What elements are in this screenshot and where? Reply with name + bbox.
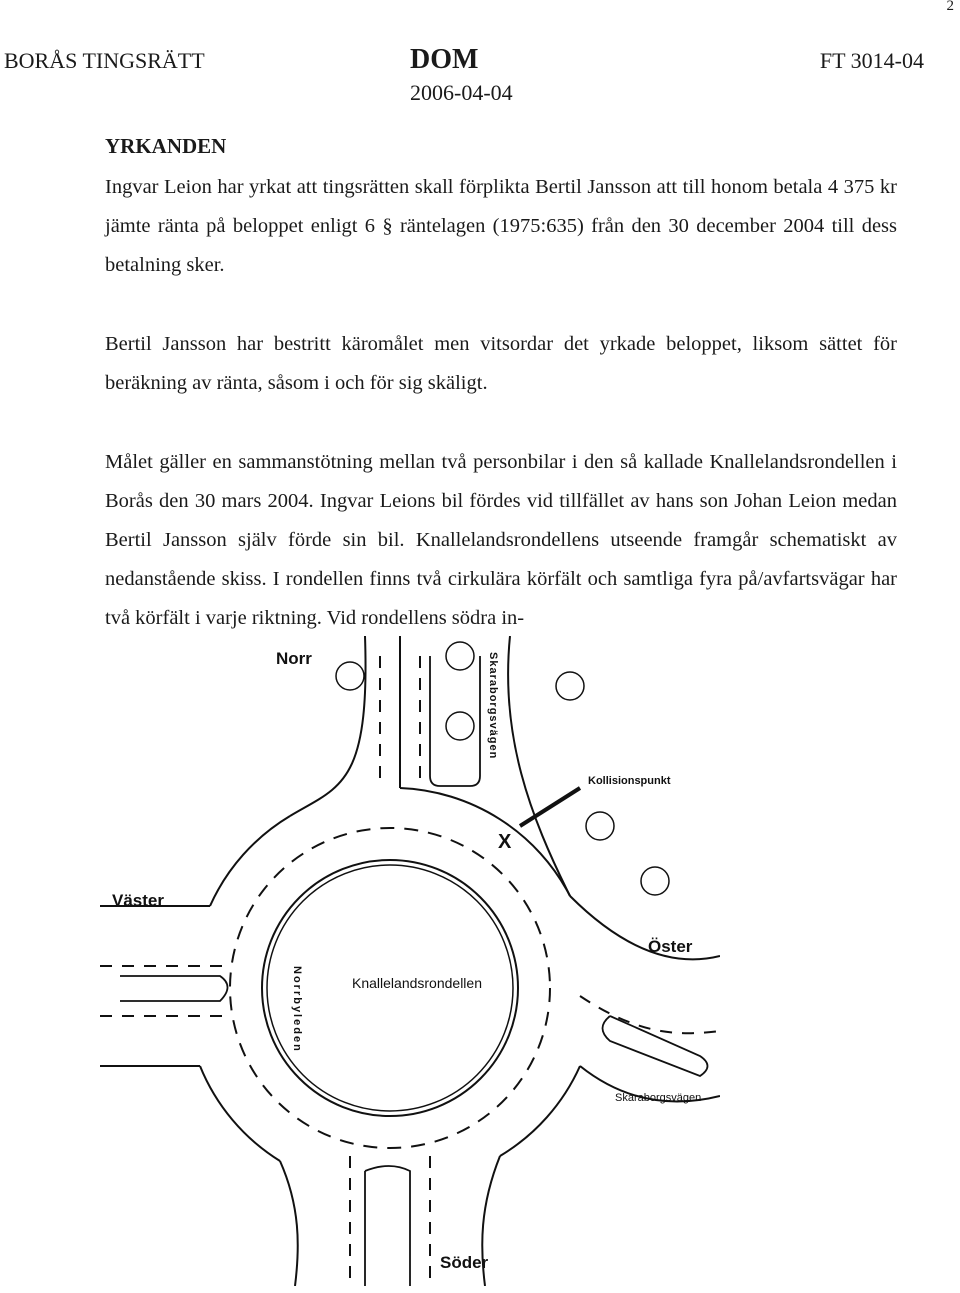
tree-icon: [641, 867, 669, 895]
tree-icon: [336, 662, 364, 690]
paragraph-case-description: Målet gäller en sammanstötning mellan två personbilar i den så kallade Knallelandsrondellen i Borås den 30 mars 2004. Ingvar Leions bil fördes vid tillfället av hans son Johan Leion medan Bertil Jansson själv förde sin bil. Knallelandsrondellens utseende framgår schematiskt av nedanstående skiss. I rondellen finns två cirkulära körfält och samtliga fyra på/avfartsvägar har två körfält i varje riktning. Vid rondellens södra in-: [105, 451, 897, 629]
label-collision: Kollisionspunkt: [588, 775, 671, 787]
document-date: 2006-04-04: [410, 80, 513, 105]
east-road-lane: [580, 996, 720, 1033]
label-east: Öster: [648, 937, 693, 956]
tree-icon: [446, 712, 474, 740]
section-title: YRKANDEN: [105, 134, 227, 158]
page-number: 2: [946, 0, 954, 14]
label-south: Söder: [440, 1253, 489, 1272]
collision-pointer: [520, 788, 580, 826]
paragraph-claim: Ingvar Leion har yrkat att tingsrätten skall förplikta Bertil Jansson att till honom betala 4 375 kr jämte ränta på beloppet enligt 6 § räntelagen (1975:635) från den 30 december 2004 till dess betalning sker.: [105, 176, 897, 276]
label-east-road: Skaraborgsvägen: [615, 1092, 702, 1104]
east-road-top: [570, 896, 720, 959]
roundabout-sketch: [100, 636, 720, 1286]
document-type: DOM: [410, 44, 479, 75]
west-median: [120, 976, 228, 1001]
tree-icon: [446, 642, 474, 670]
document-header: [0, 44, 960, 108]
tree-icon: [556, 672, 584, 700]
south-median: [365, 1166, 410, 1286]
label-north: Norr: [276, 649, 312, 668]
label-roundabout: Knallelandsrondellen: [352, 975, 482, 991]
tree-icon: [586, 812, 614, 840]
outer-edge-nw: [210, 816, 290, 906]
paragraph-defense: Bertil Jansson har bestritt käromålet men vitsordar det yrkade beloppet, liksom sättet för beräkning av ränta, såsom i och för sig skäligt.: [105, 333, 897, 394]
collision-mark: X: [498, 831, 512, 853]
south-road-west: [280, 1161, 298, 1286]
court-name: BORÅS TINGSRÄTT: [4, 48, 205, 73]
label-south-road: Norrbyleden: [291, 966, 303, 1053]
east-median: [603, 1016, 708, 1076]
label-north-road: Skaraborgsvägen: [487, 652, 499, 760]
label-west: Väster: [112, 891, 164, 910]
case-number: FT 3014-04: [819, 48, 924, 73]
roundabout-svg: [100, 636, 720, 1286]
outer-edge-se: [500, 1066, 580, 1156]
outer-edge-sw: [200, 1066, 280, 1161]
document-body: [105, 132, 897, 638]
